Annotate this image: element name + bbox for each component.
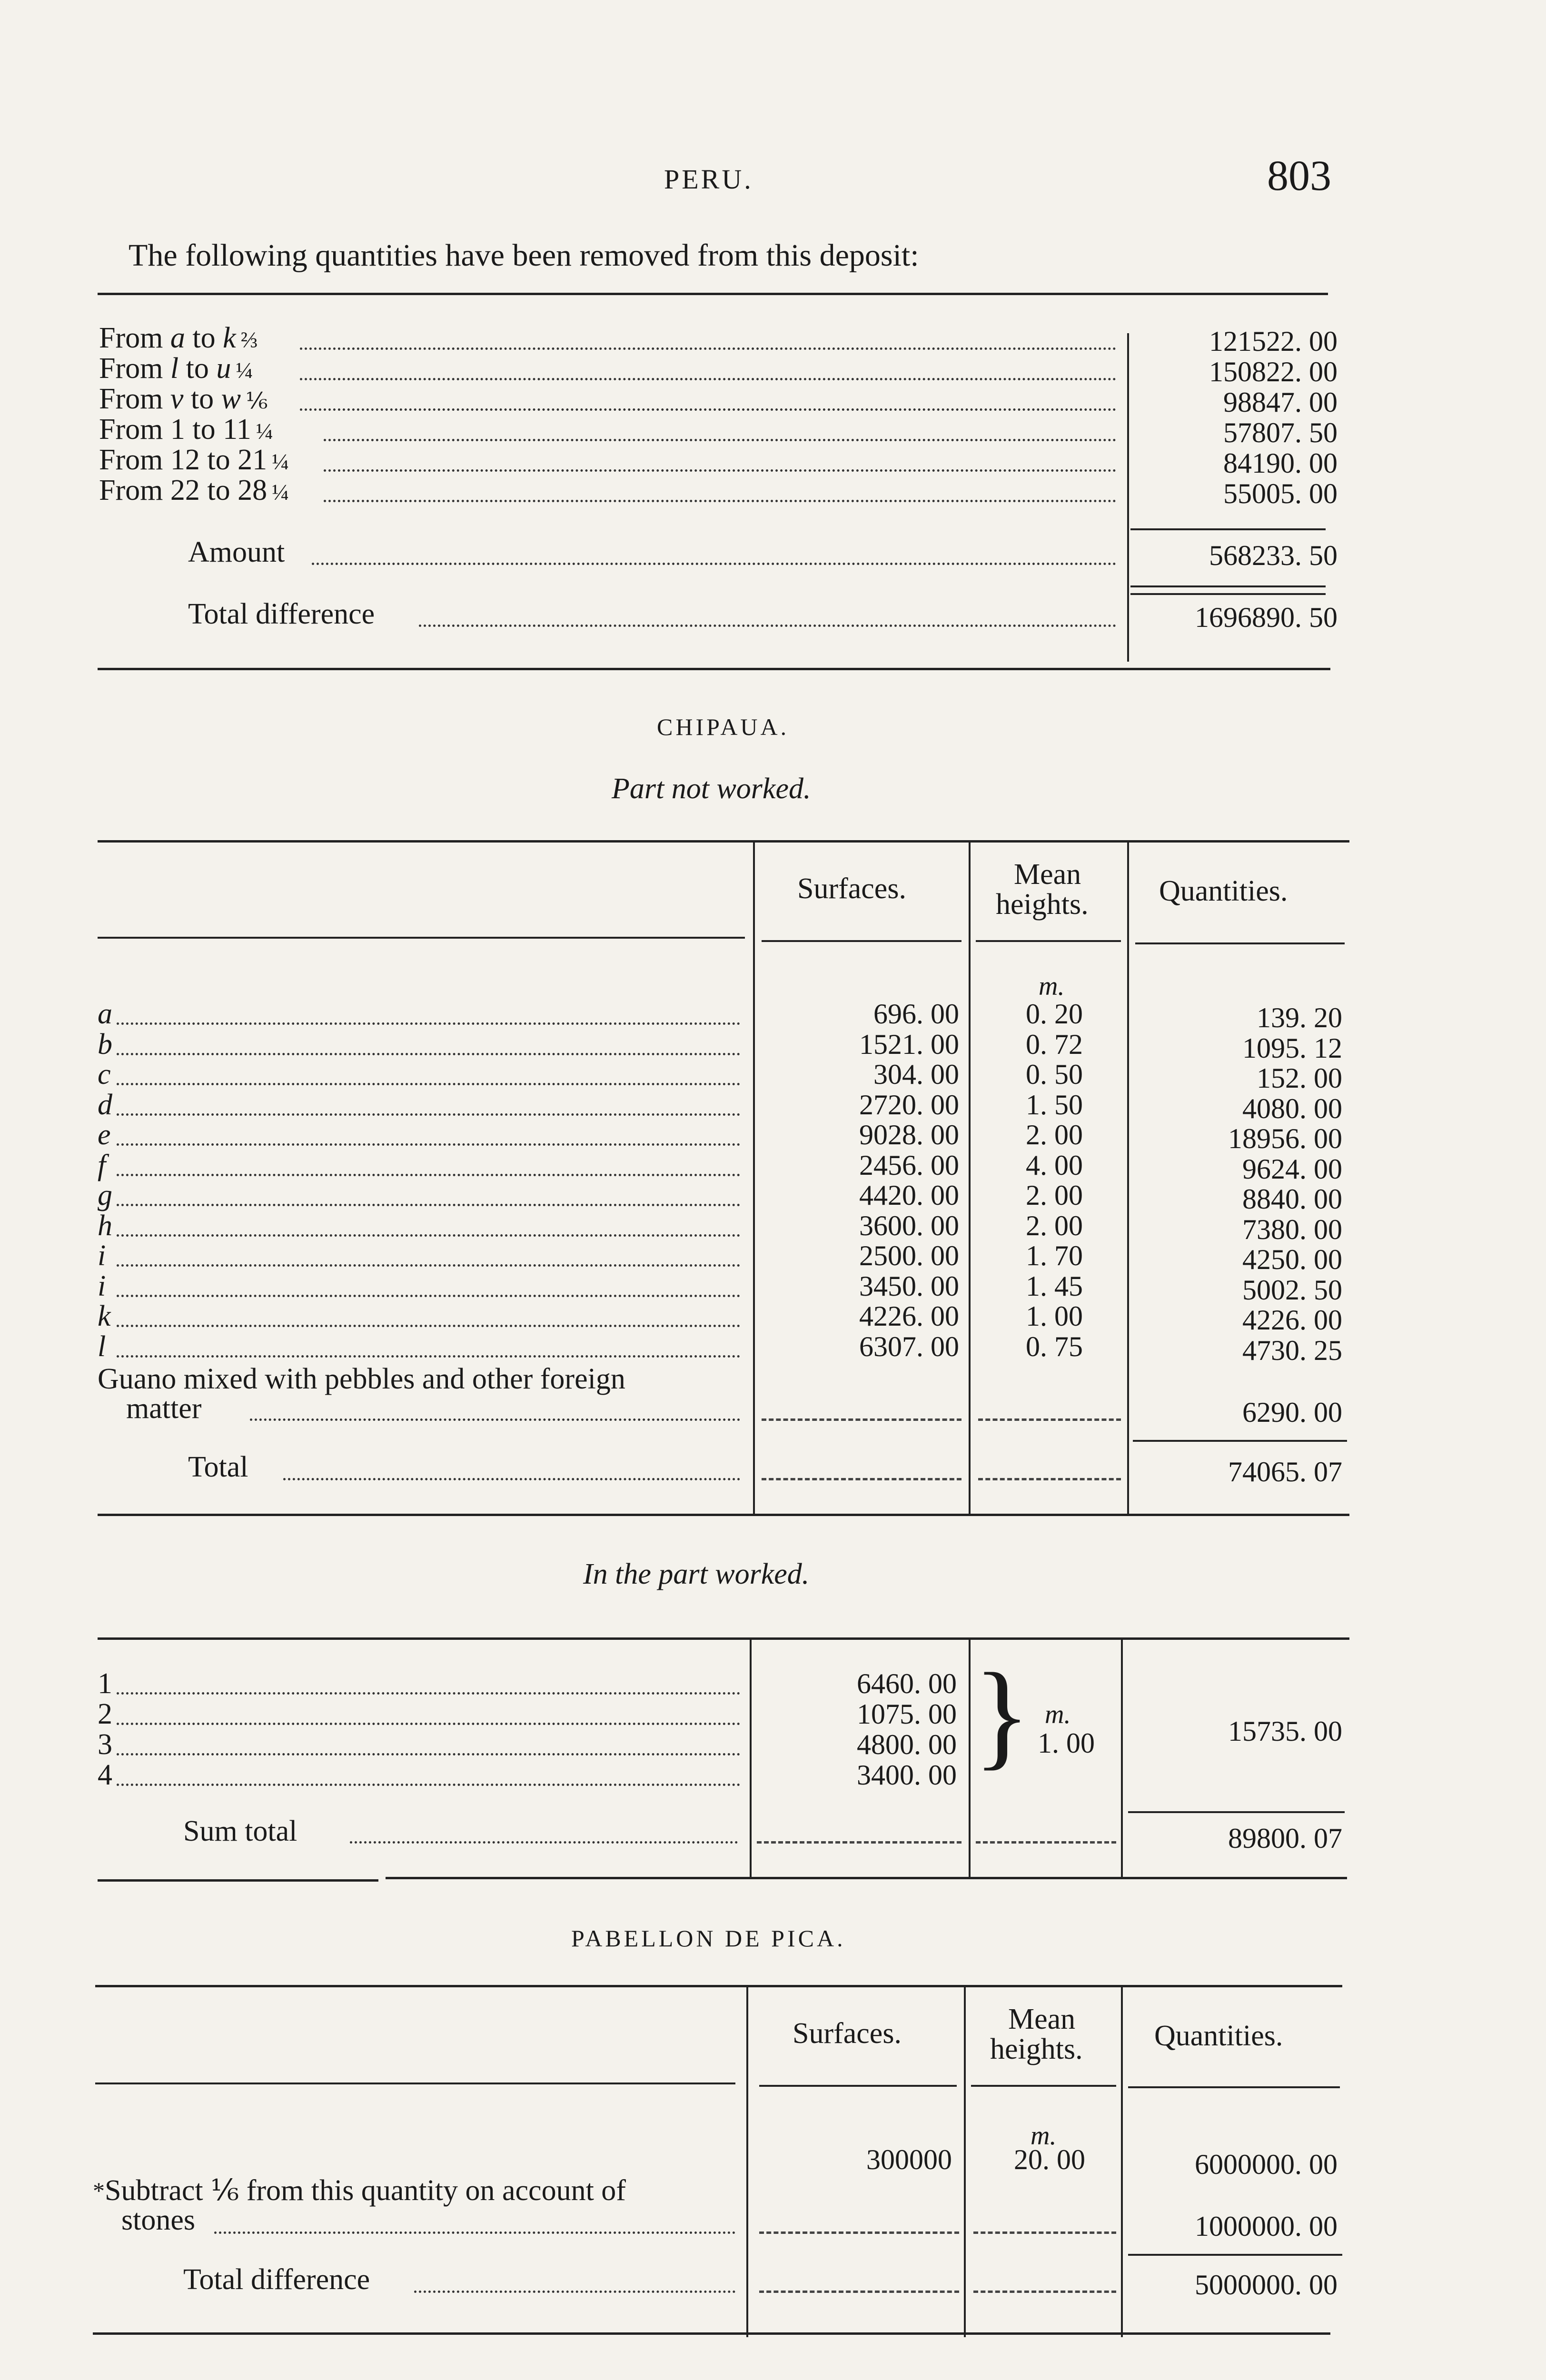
removed-row-value: 121522. 00 (1209, 326, 1338, 357)
row-quantity: 18956. 00 (1228, 1123, 1342, 1154)
removed-row-value: 150822. 00 (1209, 356, 1338, 387)
leader-dots (283, 1478, 740, 1480)
guano-label-line2: matter (126, 1392, 202, 1425)
row-quantity: 1095. 12 (1242, 1032, 1342, 1064)
row-height: 1. 50 (1026, 1089, 1083, 1121)
removed-row-label (99, 475, 289, 508)
row-quantity: 4080. 00 (1242, 1092, 1342, 1124)
heights-header: heights. (990, 2033, 1083, 2065)
top-rule (98, 293, 1328, 295)
total-value: 74065. 07 (1228, 1456, 1342, 1488)
leader-dots (117, 1174, 740, 1176)
label-text: to (178, 352, 217, 385)
total-difference-value: 1696890. 50 (1195, 602, 1338, 633)
row-label: l (98, 1330, 106, 1363)
col-rule-2 (969, 843, 971, 1514)
worked-subheading: In the part worked. (583, 1558, 810, 1590)
row-surface: 1075. 00 (857, 1698, 957, 1730)
quantities-header: Quantities. (1159, 875, 1288, 907)
value-column-rule (1127, 333, 1129, 662)
header-underline (1128, 2086, 1340, 2088)
running-head: PERU. (664, 164, 753, 195)
row-label: k (98, 1300, 111, 1332)
total-difference-label: Total difference (188, 598, 375, 630)
empty-cell-dashes (978, 1418, 1121, 1421)
header-underline (976, 940, 1121, 942)
leader-dots (117, 1295, 740, 1297)
leader-dots (117, 1355, 740, 1358)
leader-dots (117, 1264, 740, 1267)
sum-rule (1128, 1811, 1345, 1813)
unit-label: m. (1045, 1700, 1071, 1729)
removed-row-value: 55005. 00 (1223, 478, 1338, 509)
row-surface: 2456. 00 (859, 1149, 959, 1181)
total-rule (1128, 2254, 1342, 2256)
row-label: h (98, 1209, 112, 1242)
pabellon-total-value: 5000000. 00 (1195, 2269, 1338, 2301)
row-height: 2. 00 (1026, 1180, 1083, 1211)
leader-dots (117, 1022, 740, 1025)
subtract-text-a: Subtract (105, 2174, 211, 2207)
stones-value: 1000000. 00 (1195, 2211, 1338, 2242)
label-fraction: ⅔ (240, 327, 258, 353)
col-rule-1 (746, 1987, 748, 2337)
pabellon-surface: 300000 (866, 2144, 952, 2175)
intro-sentence: The following quantities have been removed from this deposit: (129, 238, 919, 273)
leader-dots (117, 1053, 740, 1055)
row-label: f (98, 1149, 106, 1181)
empty-cell-dashes (759, 2291, 959, 2293)
section-rule (98, 1514, 1349, 1516)
removed-row-value: 84190. 00 (1223, 447, 1338, 479)
pabellon-total-label: Total difference (183, 2263, 370, 2296)
leader-dots (300, 408, 1116, 411)
sum-total-value: 89800. 07 (1228, 1823, 1342, 1854)
mean-header: Mean (1008, 2003, 1076, 2035)
label-var: u (216, 352, 231, 385)
col-rule-1 (750, 1640, 752, 1878)
row-quantity: 4250. 00 (1242, 1244, 1342, 1275)
label-text: From (99, 352, 170, 385)
double-rule-b (1130, 593, 1326, 595)
subtract-text-b: from this quantity on account of (239, 2174, 626, 2207)
pabellon-height: 20. 00 (1014, 2144, 1085, 2175)
chipaua-subheading: Part not worked. (612, 773, 811, 805)
unit-label: m. (1039, 972, 1065, 1001)
row-label: b (98, 1028, 112, 1061)
header-underline (762, 940, 961, 942)
removed-row-label (99, 323, 258, 356)
section-rule (98, 668, 1330, 670)
heights-header: heights. (996, 888, 1089, 921)
row-label: e (98, 1119, 111, 1151)
chipaua-heading: CHIPAUA. (657, 714, 790, 740)
leader-dots (324, 500, 1116, 502)
empty-cell-dashes (978, 1478, 1121, 1480)
worked-quantity: 15735. 00 (1228, 1716, 1342, 1747)
leader-dots (117, 1234, 740, 1237)
leader-dots (324, 439, 1116, 441)
row-label: i (98, 1240, 106, 1272)
col-rule-3 (1127, 843, 1129, 1514)
sum-total-label: Sum total (183, 1815, 297, 1847)
row-quantity: 9624. 00 (1242, 1153, 1342, 1185)
leader-dots (117, 1204, 740, 1206)
leader-dots (117, 1325, 740, 1327)
leader-dots (414, 2291, 735, 2293)
row-height: 4. 00 (1026, 1149, 1083, 1181)
amount-label: Amount (188, 536, 285, 568)
leader-dots (117, 1692, 740, 1695)
row-label: a (98, 998, 112, 1030)
empty-cell-dashes (973, 2231, 1116, 2234)
col-rule-2 (969, 1640, 971, 1878)
quantities-header: Quantities. (1154, 2020, 1283, 2052)
removed-row-label (99, 414, 273, 447)
row-surface: 1521. 00 (859, 1028, 959, 1060)
empty-cell-dashes (759, 2231, 959, 2234)
label-fraction: ¼ (272, 480, 289, 505)
pabellon-heading: PABELLON DE PICA. (571, 1925, 846, 1952)
bottom-rule (93, 2332, 1330, 2335)
label-var: v (170, 383, 184, 415)
header-underline (1135, 942, 1345, 944)
row-quantity: 152. 00 (1257, 1062, 1342, 1094)
row-height: 0. 75 (1026, 1330, 1083, 1362)
row-quantity: 4226. 00 (1242, 1304, 1342, 1336)
asterisk-mark: * (93, 2177, 105, 2204)
label-fraction: ¼ (272, 449, 289, 475)
row-surface: 9028. 00 (859, 1119, 959, 1150)
col-rule-3 (1121, 1640, 1123, 1878)
row-height: 0. 20 (1026, 998, 1083, 1030)
label-text: to (185, 322, 223, 354)
stones-label: stones (121, 2204, 195, 2236)
mean-header: Mean (1014, 858, 1081, 891)
header-underline (95, 2082, 735, 2084)
label-var: l (170, 352, 179, 385)
col-rule-1 (753, 843, 755, 1514)
removed-row-label (99, 445, 289, 477)
row-surface: 304. 00 (873, 1059, 959, 1090)
table-top-rule (98, 1637, 1349, 1640)
label-fraction: ¼ (256, 419, 273, 444)
pabellon-quantity: 6000000. 00 (1195, 2149, 1338, 2180)
row-surface: 4420. 00 (859, 1180, 959, 1211)
empty-cell-dashes (762, 1418, 961, 1421)
leader-dots (312, 563, 1116, 565)
removed-row-value: 98847. 00 (1223, 387, 1338, 418)
col-rule-2 (964, 1987, 966, 2337)
row-surface: 6307. 00 (859, 1330, 959, 1362)
label-text: From 1 to 11 (99, 413, 251, 446)
surfaces-header: Surfaces. (797, 873, 906, 905)
row-height: 0. 72 (1026, 1028, 1083, 1060)
row-label: g (98, 1179, 112, 1211)
table-top-rule (95, 1985, 1342, 1987)
row-label: c (98, 1058, 111, 1091)
empty-cell-dashes (762, 1478, 961, 1480)
leader-dots (117, 1113, 740, 1116)
leader-dots (324, 469, 1116, 472)
label-var: a (170, 322, 185, 354)
leader-dots (117, 1723, 740, 1725)
row-label: 4 (98, 1759, 112, 1791)
guano-label-line1: Guano mixed with pebbles and other foreign (98, 1363, 625, 1395)
empty-cell-dashes (976, 1841, 1116, 1844)
section-rule (98, 1879, 378, 1882)
row-surface: 3400. 00 (857, 1759, 957, 1791)
row-surface: 4226. 00 (859, 1300, 959, 1332)
label-text: From 12 to 21 (99, 444, 268, 476)
label-fraction: ¼ (236, 358, 253, 383)
leader-dots (117, 1083, 740, 1085)
double-rule-a (1130, 585, 1326, 587)
row-surface: 3600. 00 (859, 1210, 959, 1241)
label-var: k (223, 322, 236, 354)
removed-row-label (99, 353, 253, 386)
total-rule (1133, 1440, 1347, 1442)
row-label: 3 (98, 1728, 112, 1761)
row-height: 1. 45 (1026, 1270, 1083, 1302)
subtract-note (93, 2175, 626, 2206)
empty-cell-dashes (973, 2291, 1116, 2293)
row-surface: 2720. 00 (859, 1089, 959, 1121)
label-text: From (99, 322, 170, 354)
right-brace: } (973, 1649, 1031, 1781)
label-fraction: ⅙ (245, 388, 268, 414)
unit-label: m. (1031, 2121, 1057, 2151)
row-height: 2. 00 (1026, 1210, 1083, 1241)
surfaces-header: Surfaces. (793, 2017, 902, 2050)
row-surface: 3450. 00 (859, 1270, 959, 1302)
row-quantity: 8840. 00 (1242, 1183, 1342, 1215)
section-rule (386, 1877, 1347, 1879)
leader-dots (250, 1418, 740, 1421)
row-label: i (98, 1269, 106, 1302)
row-quantity: 139. 20 (1257, 1002, 1342, 1033)
row-label: 2 (98, 1698, 112, 1730)
header-underline (98, 937, 745, 939)
row-surface: 696. 00 (873, 998, 959, 1030)
leader-dots (117, 1753, 740, 1755)
row-quantity: 5002. 50 (1242, 1274, 1342, 1306)
leader-dots (350, 1841, 738, 1844)
subtract-fraction: ⅙ (210, 2174, 239, 2207)
removed-row-value: 57807. 50 (1223, 417, 1338, 448)
total-label: Total (188, 1451, 248, 1483)
row-quantity: 7380. 00 (1242, 1213, 1342, 1245)
row-surface: 2500. 00 (859, 1240, 959, 1271)
leader-dots (300, 378, 1116, 380)
empty-cell-dashes (757, 1841, 961, 1844)
row-surface: 6460. 00 (857, 1668, 957, 1699)
leader-dots (419, 625, 1116, 627)
label-text: From (99, 383, 170, 415)
label-var: w (221, 383, 241, 415)
label-text: to (183, 383, 221, 415)
table-top-rule (98, 840, 1349, 843)
row-height: 0. 50 (1026, 1059, 1083, 1090)
header-underline (971, 2085, 1116, 2087)
worked-height: 1. 00 (1038, 1727, 1095, 1759)
row-label: d (98, 1088, 112, 1121)
row-height: 1. 70 (1026, 1240, 1083, 1271)
row-quantity: 4730. 25 (1242, 1334, 1342, 1366)
removed-row-label (99, 384, 268, 416)
row-height: 2. 00 (1026, 1119, 1083, 1150)
col-rule-3 (1121, 1987, 1123, 2337)
guano-value: 6290. 00 (1242, 1397, 1342, 1428)
leader-dots (300, 347, 1116, 350)
header-underline (759, 2085, 957, 2087)
row-height: 1. 00 (1026, 1300, 1083, 1332)
leader-dots (214, 2231, 735, 2234)
leader-dots (117, 1143, 740, 1146)
label-text: From 22 to 28 (99, 474, 268, 506)
leader-dots (117, 1784, 740, 1786)
row-surface: 4800. 00 (857, 1729, 957, 1760)
page-number: 803 (1267, 152, 1331, 199)
row-label: 1 (98, 1667, 112, 1700)
amount-value: 568233. 50 (1209, 540, 1338, 571)
amount-rule (1130, 528, 1326, 530)
